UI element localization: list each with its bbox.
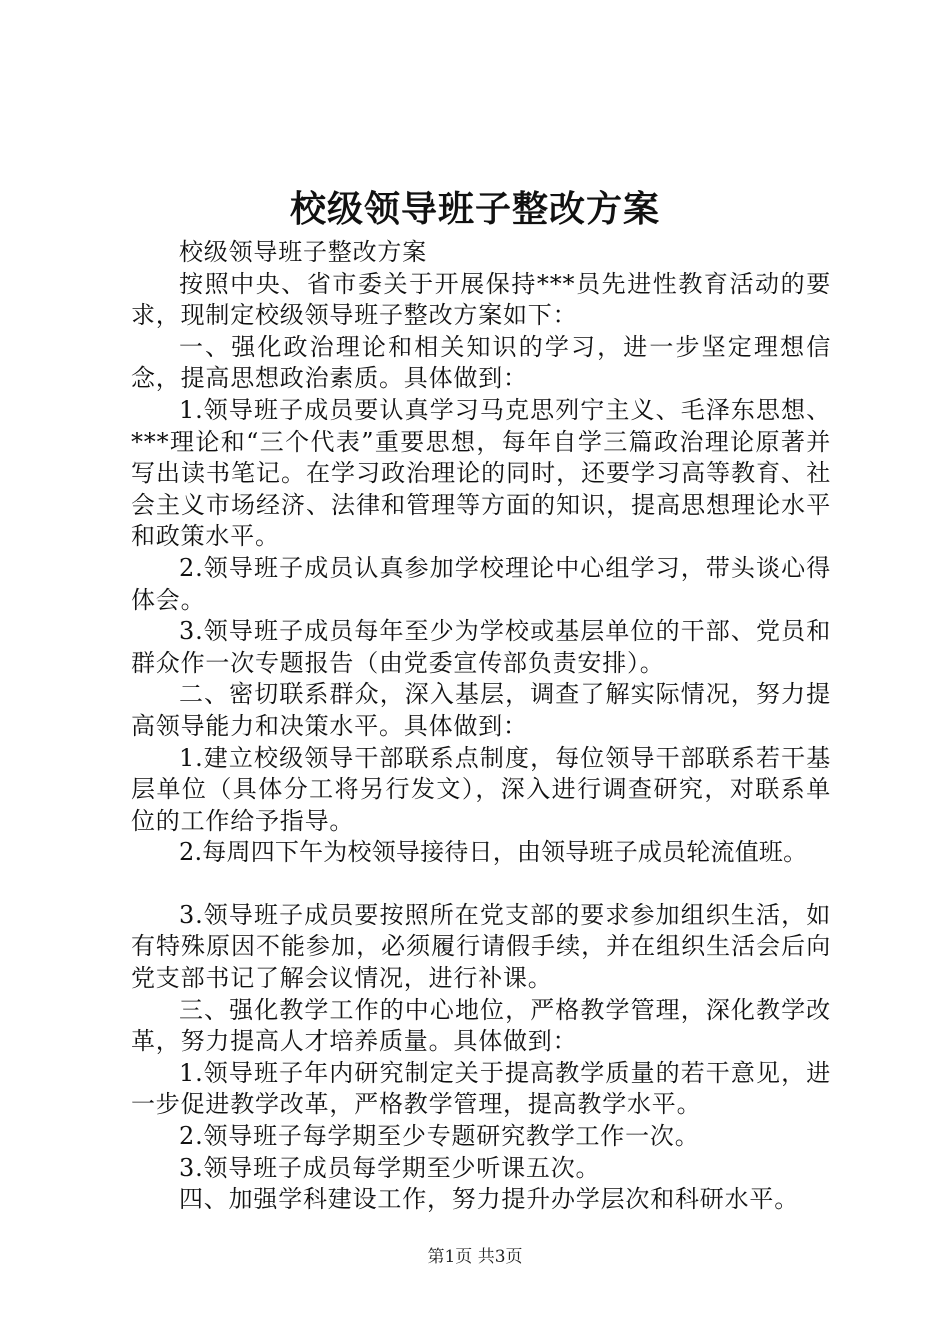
paragraph-item-1-2: 2.领导班子成员认真参加学校理论中心组学习，带头谈心得体会。 [131, 553, 831, 614]
paragraph-item-2-3: 3.领导班子成员要按照所在党支部的要求参加组织生活，如有特殊原因不能参加，必须履行请假手续，并在组织生活会后向党支部书记了解会议情况，进行补课。 [131, 900, 831, 993]
paragraph-section-2: 二、密切联系群众，深入基层，调查了解实际情况，努力提高领导能力和决策水平。具体做到： [131, 680, 831, 740]
page-number-footer: 第1页 共3页 [427, 1247, 523, 1267]
paragraph-subtitle: 校级领导班子整改方案 [179, 238, 427, 266]
paragraph-intro: 按照中央、省市委关于开展保持***员先进性教育活动的要求，现制定校级领导班子整改方案如下： [131, 269, 831, 330]
paragraph-item-2-2: 2.每周四下午为校领导接待日，由领导班子成员轮流值班。 [179, 838, 808, 867]
paragraph-item-3-1: 1.领导班子年内研究制定关于提高教学质量的若干意见，进一步促进教学改革，严格教学管理，提高教学水平。 [131, 1058, 831, 1119]
paragraph-item-2-1: 1.建立校级领导干部联系点制度，每位领导干部联系若干基层单位（具体分工将另行发文），深入进行调查研究，对联系单位的工作给予指导。 [131, 743, 831, 835]
paragraph-section-4: 四、加强学科建设工作，努力提升办学层次和科研水平。 [179, 1185, 799, 1214]
paragraph-section-1: 一、强化政治理论和相关知识的学习，进一步坚定理想信念，提高思想政治素质。具体做到： [131, 332, 831, 393]
paragraph-section-3: 三、强化教学工作的中心地位，严格教学管理，深化教学改革，努力提高人才培养质量。具体做到： [131, 995, 831, 1056]
paragraph-item-3-3: 3.领导班子成员每学期至少听课五次。 [179, 1153, 601, 1182]
paragraph-item-3-2: 2.领导班子每学期至少专题研究教学工作一次。 [179, 1122, 700, 1151]
paragraph-item-1-3: 3.领导班子成员每年至少为学校或基层单位的干部、党员和群众作一次专题报告（由党委宣传部负责安排）。 [131, 617, 831, 677]
document-body [131, 237, 831, 1216]
document-title: 校级领导班子整改方案 [289, 188, 660, 230]
paragraph-item-1-1: 1.领导班子成员要认真学习马克思列宁主义、毛泽东思想、***理论和“三个代表”重要思想，每年自学三篇政治理论原著并写出读书笔记。在学习政治理论的同时，还要学习高等教育、社会主义市场经济、法律和管理等方面的知识，提高思想理论水平和政策水平。 [131, 395, 831, 551]
